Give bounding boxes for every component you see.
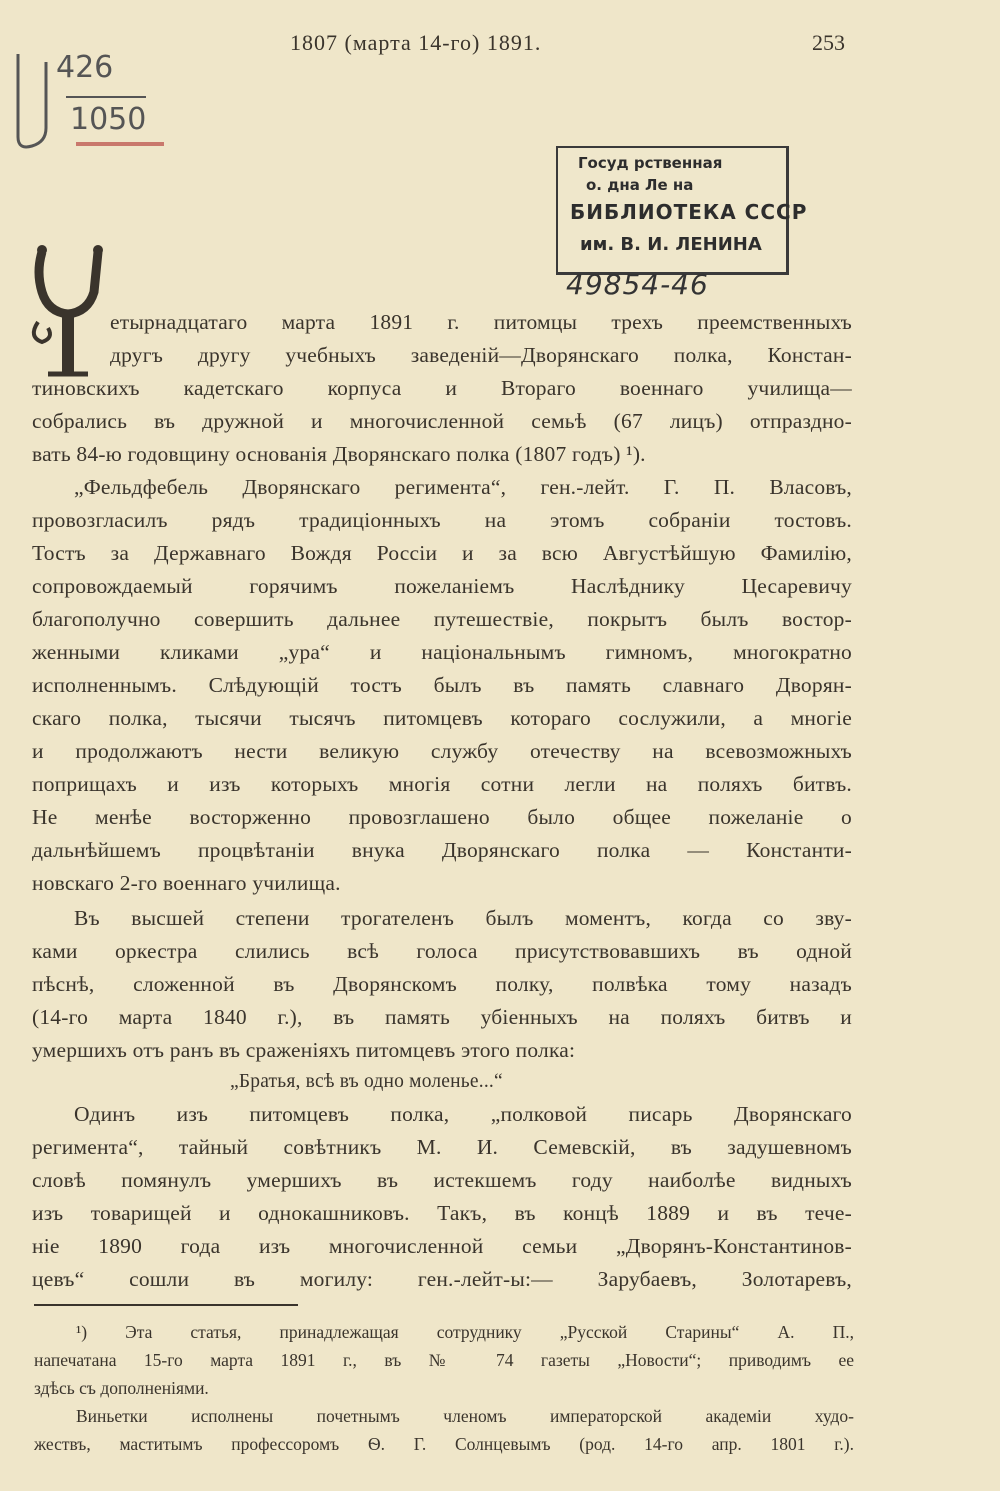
text-line: Тостъ за Державнаго Вождя Россіи и за всю Августѣйшую Фамилію, xyxy=(32,541,852,565)
text-line: исполненнымъ. Слѣдующій тостъ былъ въ память славнаго Дворян- xyxy=(32,673,852,697)
text-line: изъ товарищей и однокашниковъ. Такъ, въ концѣ 1889 и въ тече- xyxy=(32,1201,852,1225)
footnote-line: Виньетки исполнены почетнымъ членомъ императорской академіи худо- xyxy=(76,1406,854,1426)
shelfmark-bottom: 1050 xyxy=(70,102,147,137)
shelfmark-divider xyxy=(66,96,146,98)
footnote-line: напечатана 15-го марта 1891 г., въ № 74 газеты „Новости“; приводимъ ее xyxy=(34,1350,854,1370)
shelfmark-annotation xyxy=(10,42,160,152)
text-line: (14-го марта 1840 г.), въ память убіенныхъ на поляхъ битвъ и xyxy=(32,1005,852,1029)
text-line: женными кликами „ура“ и національнымъ гимномъ, многократно xyxy=(32,640,852,664)
text-line: вать 84-ю годовщину основанія Дворянскаго полка (1807 годъ) ¹). xyxy=(32,442,646,466)
footnote-separator xyxy=(34,1304,298,1306)
song-title-line: „Братья, всѣ въ одно моленье...“ xyxy=(230,1071,503,1092)
drop-cap-ornament-icon xyxy=(28,242,108,382)
drop-cap-letter: Ч xyxy=(60,367,61,368)
page-number: 253 xyxy=(812,30,845,55)
stamp-line-4: им. В. И. ЛЕНИНА xyxy=(580,234,762,255)
text-line: ками оркестра слились всѣ голоса присутствовавшихъ въ одной xyxy=(32,939,852,963)
text-line: скаго полка, тысячи тысячъ питомцевъ котораго сослужили, а многіе xyxy=(32,706,852,730)
text-line: пѣснѣ, сложенной въ Дворянскомъ полку, полвѣка тому назадъ xyxy=(32,972,852,996)
shelfmark-top: 426 xyxy=(56,50,114,85)
text-line: регимента“, тайный совѣтникъ М. И. Семевскій, въ задушевномъ xyxy=(32,1135,852,1159)
library-stamp xyxy=(556,146,808,275)
inventory-number: 49854-46 xyxy=(566,268,709,301)
footnote-line: ¹) Эта статья, принадлежащая сотруднику „Русской Старины“ А. П., xyxy=(76,1322,854,1342)
text-line: „Фельдфебель Дворянскаго регимента“, ген.-лейт. Г. П. Власовъ, xyxy=(74,475,852,499)
text-line: словѣ помянулъ умершихъ въ истекшемъ году наиболѣе видныхъ xyxy=(32,1168,852,1192)
text-line: провозгласилъ рядъ традиціонныхъ на этомъ собраніи тостовъ. xyxy=(32,508,852,532)
text-line: цевъ“ сошли въ могилу: ген.-лейт-ы:— Зарубаевъ, Золотаревъ, xyxy=(32,1267,852,1291)
text-line: Одинъ изъ питомцевъ полка, „полковой писарь Дворянскаго xyxy=(74,1102,852,1126)
footnote-line: здѣсь съ дополненіями. xyxy=(34,1378,209,1398)
text-line: етырнадцатаго марта 1891 г. питомцы трехъ преемственныхъ xyxy=(110,310,852,334)
running-head: 1807 (марта 14-го) 1891. xyxy=(290,30,542,55)
text-line: дальнѣйшемъ процвѣтаніи внука Дворянскаго полка — Константи- xyxy=(32,838,852,862)
text-line: умершихъ отъ ранъ въ сраженіяхъ питомцевъ этого полка: xyxy=(32,1038,576,1062)
text-line: новскаго 2-го военнаго училища. xyxy=(32,871,341,895)
text-line: собрались въ дружной и многочисленной семьѣ (67 лицъ) отпраздно- xyxy=(32,409,852,433)
text-line: ніе 1890 года изъ многочисленной семьи „Дворянъ-Константинов- xyxy=(32,1234,852,1258)
stamp-line-3: БИБЛИОТЕКА СССР xyxy=(570,200,808,224)
text-line: Въ высшей степени трогателенъ былъ моментъ, когда со зву- xyxy=(74,906,852,930)
text-line: сопровождаемый горячимъ пожеланіемъ Наслѣднику Цесаревичу xyxy=(32,574,852,598)
text-line: другъ другу учебныхъ заведеній—Дворянскаго полка, Констан- xyxy=(110,343,852,367)
stamp-line-1: Госуд рственная xyxy=(578,154,723,172)
text-line: Не менѣе восторженно провозглашено было общее пожеланіе о xyxy=(32,805,852,829)
shelfmark-underline xyxy=(76,142,164,146)
stamp-line-2: о. дна Ле на xyxy=(586,176,694,194)
footnote-line: жествъ, маститымъ профессоромъ Ѳ. Г. Солнцевымъ (род. 14-го апр. 1801 г.). xyxy=(34,1434,854,1454)
text-line: поприщахъ и изъ которыхъ многія сотни легли на поляхъ битвъ. xyxy=(32,772,852,796)
text-line: тиновскихъ кадетскаго корпуса и Втораго военнаго училища— xyxy=(32,376,852,400)
text-line: благополучно совершить дальнее путешествіе, покрытъ былъ востор- xyxy=(32,607,852,631)
text-line: и продолжаютъ нести великую службу отечеству на всевозможныхъ xyxy=(32,739,852,763)
